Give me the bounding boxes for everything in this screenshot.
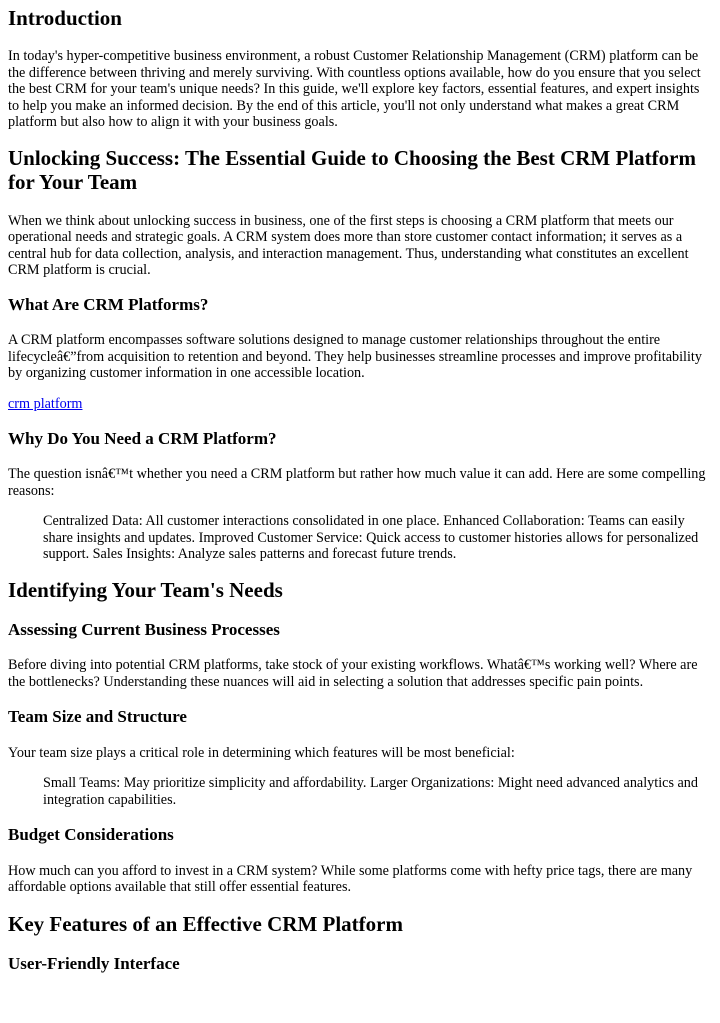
guide-heading: Unlocking Success: The Essential Guide to Choosing the Best CRM Platform for Your Team — [8, 145, 696, 194]
budget-paragraph: How much can you afford to invest in a CRM system? While some platforms come with hefty price tags, there are many affordable options available that still offer essential features. — [8, 862, 693, 896]
what-are-paragraph: A CRM platform encompasses software solutions designed to manage customer relationships throughout the entire lifecycleâ€”from acquisition to retention and beyond. They help businesses streamline processes and improve profitability by organizing customer information in one accessible location. — [8, 332, 702, 382]
crm-platform-link[interactable]: crm platform — [8, 395, 83, 412]
assessing-heading: Assessing Current Business Processes — [8, 619, 280, 639]
what-are-heading: What Are CRM Platforms? — [8, 294, 209, 314]
team-size-heading: Team Size and Structure — [8, 707, 187, 727]
why-need-heading: Why Do You Need a CRM Platform? — [8, 429, 277, 449]
needs-heading: Identifying Your Team's Needs — [8, 577, 283, 602]
assessing-paragraph: Before diving into potential CRM platforms, take stock of your existing workflows. Whatâ€™s working well? Where are the bottlenecks? Understanding these nuances will aid in selecting a solution that addresses specific pain points. — [8, 657, 698, 690]
team-size-paragraph: Your team size plays a critical role in determining which features will be most beneficial: — [8, 744, 515, 761]
user-friendly-heading: User-Friendly Interface — [8, 953, 180, 973]
intro-paragraph: In today's hyper-competitive business environment, a robust Customer Relationship Management (CRM) platform can be the difference between thriving and merely surviving. With countless options available, how do you ensure that you select the best CRM for your team's unique needs? In this guide, we'll explore key factors, essential features, and expert insights to help you make an informed decision. By the end of this article, you'll not only understand what makes a great CRM platform but also how to align it with your business goals. — [8, 48, 701, 131]
budget-heading: Budget Considerations — [8, 825, 174, 845]
why-need-paragraph: The question isnâ€™t whether you need a CRM platform but rather how much value it can add. Here are some compelling reasons: — [8, 466, 706, 499]
why-need-list: Centralized Data: All customer interactions consolidated in one place. Enhanced Collaboration: Teams can easily share insights and updates. Improved Customer Service: Quick access to customer histories allows for personalized support. Sales Insights: Analyze sales patterns and forecast future trends. — [43, 513, 699, 563]
guide-paragraph: When we think about unlocking success in business, one of the first steps is choosing a CRM platform that meets our operational needs and strategic goals. A CRM system does more than store customer contact information; it serves as a central hub for data collection, analysis, and interaction management. Thus, understanding what constitutes an excellent CRM platform is crucial. — [8, 212, 689, 279]
intro-heading: Introduction — [8, 6, 122, 30]
team-size-list: Small Teams: May prioritize simplicity and affordability. Larger Organizations: Might need advanced analytics and integration capabilities. — [43, 775, 698, 808]
article — [0, 6, 720, 973]
features-heading: Key Features of an Effective CRM Platform — [8, 911, 403, 936]
